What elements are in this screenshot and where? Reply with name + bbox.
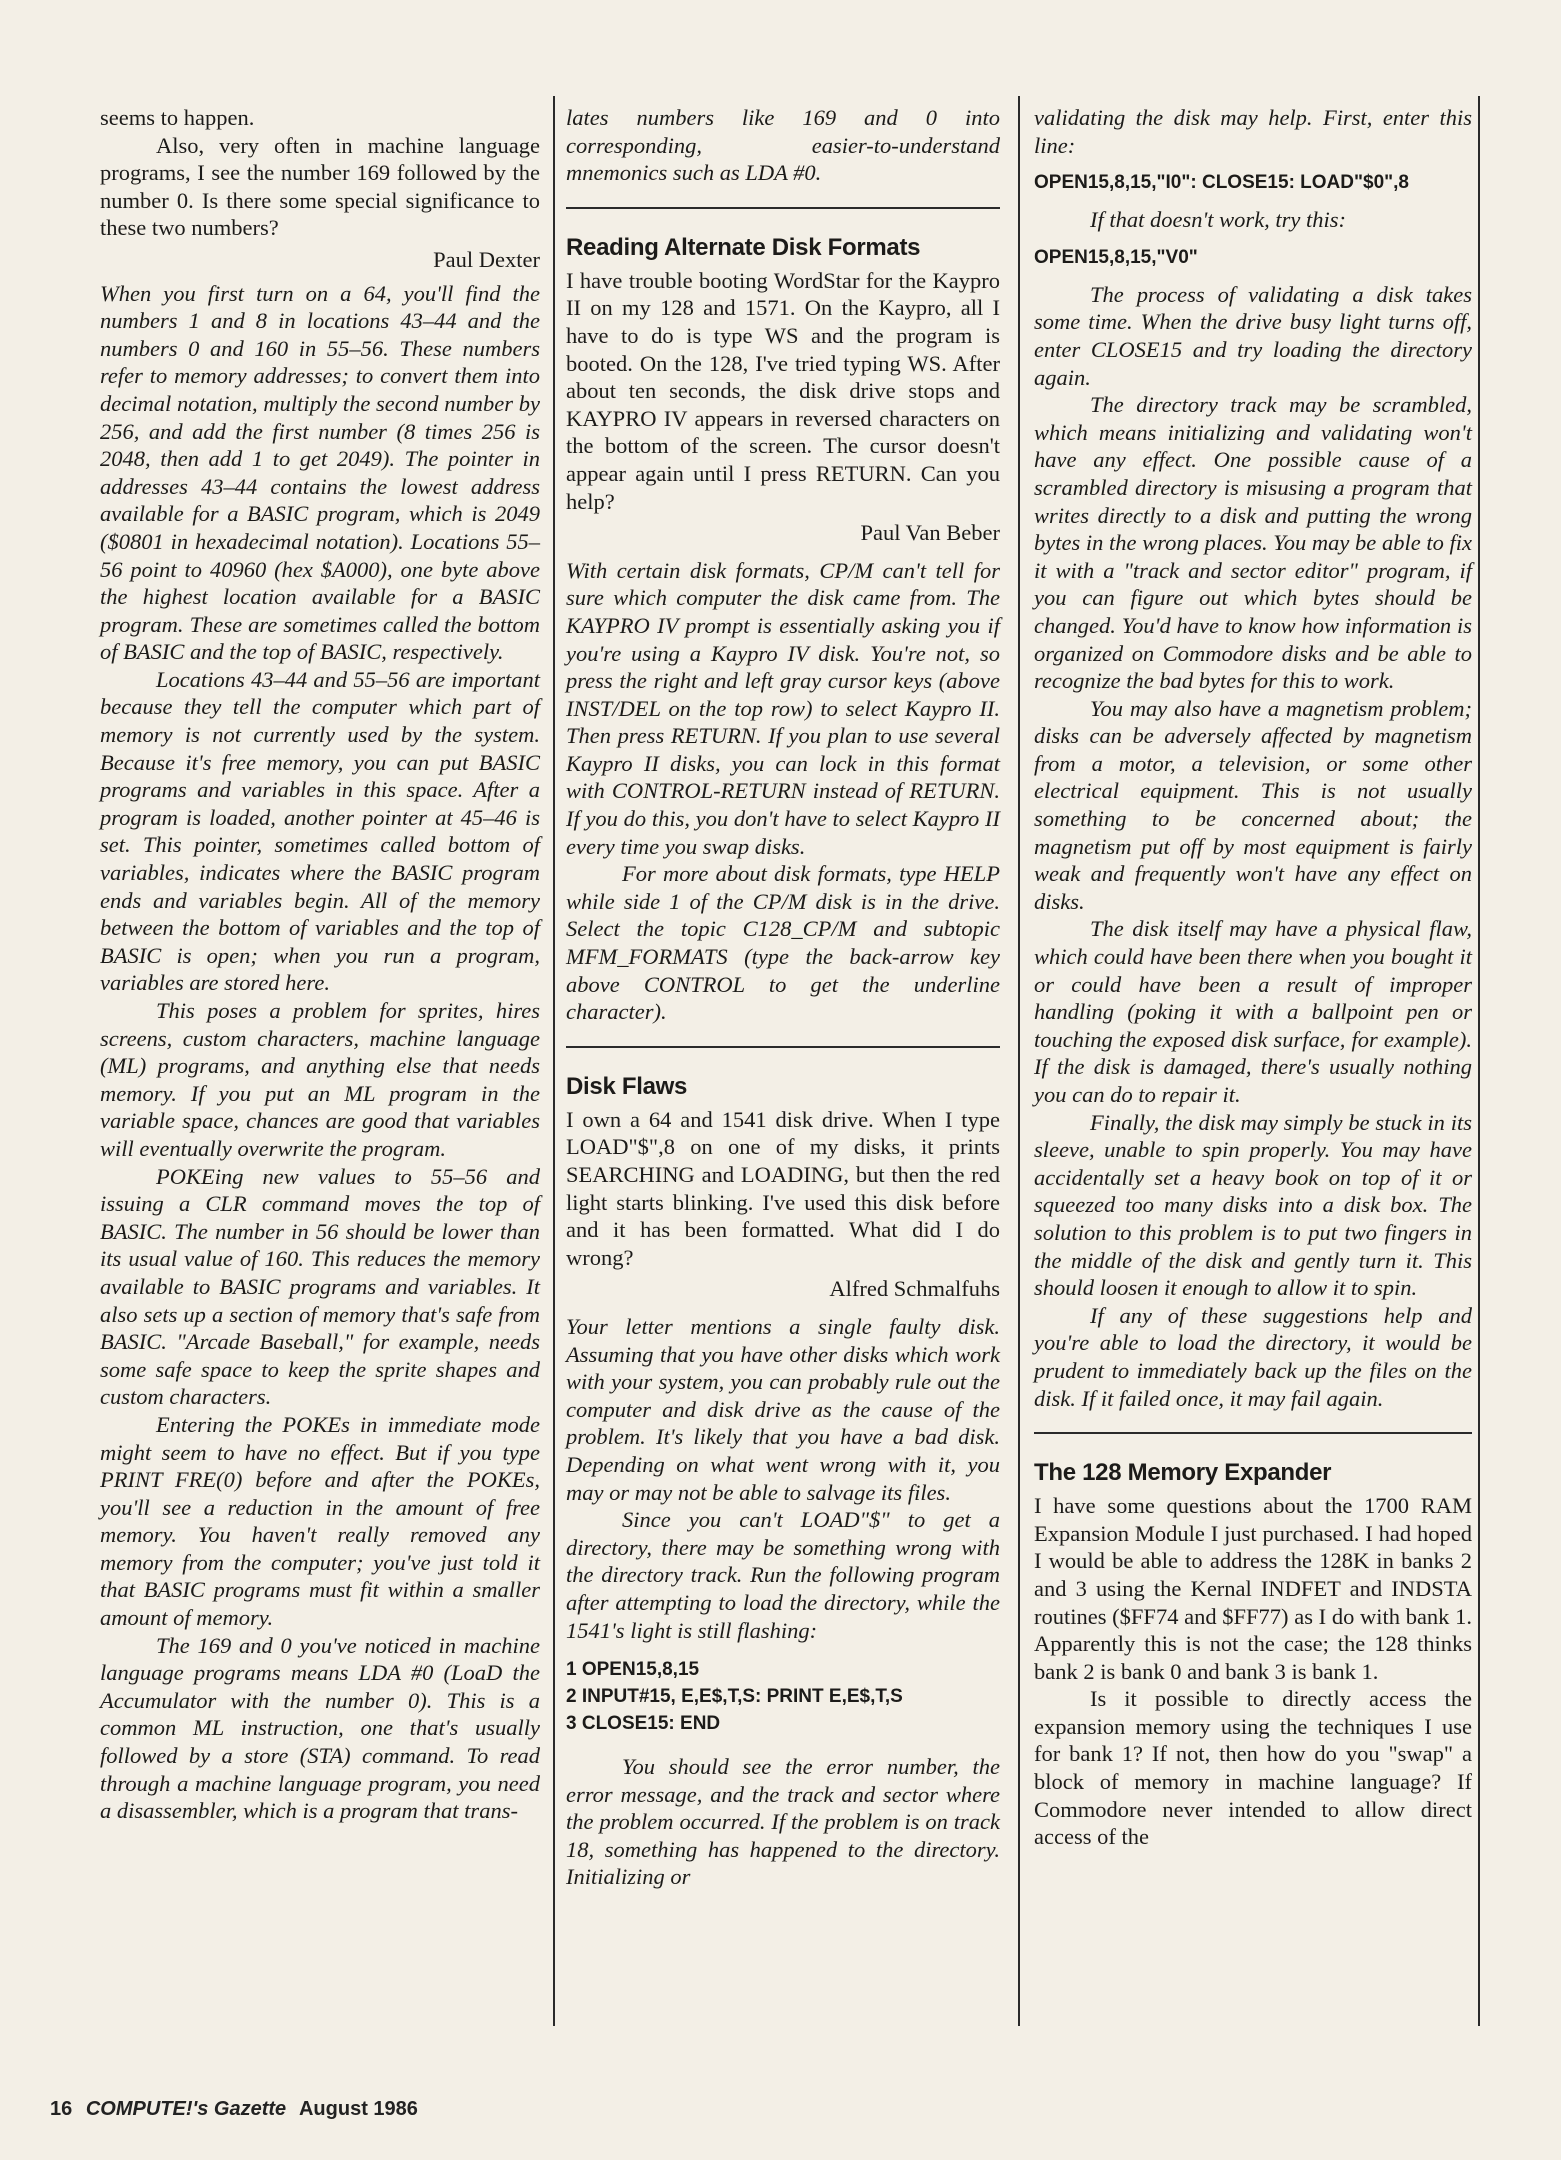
answer-text: Entering the POKEs in immediate mode might seem to have no effect. But if you type PRINT FRE(0) before and after the POKEs, you'll see a reduction in the amount of free memory. You haven't really removed any memory from the computer; you've just told it that BASIC programs must fit within a smaller amount of memory. xyxy=(100,1411,540,1631)
answer-text: validating the disk may help. First, enter this line: xyxy=(1034,105,1472,158)
letter-signature: Paul Van Beber xyxy=(860,520,1000,546)
column-rule-3 xyxy=(1478,96,1480,2026)
page-footer xyxy=(50,2098,426,2121)
answer-text: lates numbers like 169 and 0 into corresponding, easier-to-understand mnemonics such as LDA #0. xyxy=(566,105,1000,186)
answer-text: This poses a problem for sprites, hires screens, custom characters, machine language (ML) programs, and anything else that needs memory. If you put an ML program in the variable space, chances are good that variables will eventually overwrite the program. xyxy=(100,998,540,1161)
answer-text: Locations 43–44 and 55–56 are important because they tell the computer which part of memory is not currently used by the system. Because it's free memory, you can put BASIC programs and variables in this space. After a program is loaded, another pointer at 45–46 is set. This pointer, sometimes called bottom of variables, indicates where the BASIC program ends and variables begin. All of the memory between the bottom of variables and the top of BASIC is open; when you run a program, variables are stored here. xyxy=(100,666,540,996)
page-number: 16 xyxy=(50,2098,73,2120)
section-divider xyxy=(1034,1432,1472,1434)
code-line: 3 CLOSE15: END xyxy=(566,1713,721,1735)
code-line: OPEN15,8,15,"I0": CLOSE15: LOAD"$0",8 xyxy=(1034,172,1409,194)
answer-text: Your letter mentions a single faulty disk. Assuming that you have other disks which work with your system, you can probably rule out the computer and disk drive as the cause of the problem. It's likely that you have a bad disk. Depending on what went wrong with it, you may or may not be able to salvage its files. xyxy=(566,1313,1000,1505)
answer-text: The directory track may be scrambled, which means initializing and validating won't have any effect. One possible cause of a scrambled directory is misusing a program that writes directly to a disk and putting the wrong bytes in the wrong places. You may be able to fix it with a "track and sector editor" program, if you can figure out which bytes should be changed. You'd have to know how information is organized on Commodore disks and be able to recognize the bad bytes for this to work. xyxy=(1034,392,1472,694)
column-1 xyxy=(100,104,540,1825)
question-text: Is it possible to directly access the expansion memory using the techniques I use for bank 1? If not, then how do you "swap" a block of memory in machine language? If Commodore never intended to allow direct access of the xyxy=(1034,1686,1472,1850)
question-text: Also, very often in machine language programs, I see the number 169 followed by the number 0. Is there some special significance to these two numbers? xyxy=(100,132,540,241)
answer-text: If any of these suggestions help and you're able to load the directory, it would be prudent to immediately back up the files on the disk. If it failed once, it may fail again. xyxy=(1034,1302,1472,1411)
column-rule-1 xyxy=(553,96,555,2026)
answer-text: The 169 and 0 you've noticed in machine language programs means LDA #0 (LoaD the Accumulator with the number 0). This is a common ML instruction, one that's usually followed by a store (STA) command. To read through a machine language program, you need a disassembler, which is a program that trans- xyxy=(100,1632,540,1824)
column-3 xyxy=(1034,104,1472,1851)
question-text: seems to happen. xyxy=(100,105,255,130)
code-line: 2 INPUT#15, E,E$,T,S: PRINT E,E$,T,S xyxy=(566,1686,903,1708)
answer-text: Since you can't LOAD"$" to get a directory, there may be something wrong with the directory track. Run the following program after attempting to load the directory, while the 1541's light is still flashing: xyxy=(566,1507,1000,1643)
answer-text: For more about disk formats, type HELP while side 1 of the CP/M disk is in the drive. Select the topic C128_CP/M and subtopic MFM_FORMATS (type the back-arrow key above CONTROL to get the underline character). xyxy=(566,861,1000,1025)
section-heading: The 128 Memory Expander xyxy=(1034,1459,1332,1487)
answer-text: If that doesn't work, try this: xyxy=(1090,207,1347,233)
issue-date: August 1986 xyxy=(298,2098,418,2120)
column-rule-2 xyxy=(1018,96,1020,2026)
question-text: I have some questions about the 1700 RAM Expansion Module I just purchased. I had hoped I would be able to address the 128K in banks 2 and 3 using the Kernal INDFET and INDSTA routines ($FF74 and $FF77) as I do with bank 1. Apparently this is not the case; the 128 thinks bank 2 is bank 0 and bank 3 is bank 1. xyxy=(1034,1493,1472,1684)
answer-text: You may also have a magnetism problem; disks can be adversely affected by magnetism from a motor, a television, or some other electrical equipment. This is not usually something to be concerned about; the magnetism put off by most equipment is fairly weak and frequently won't have any effect on disks. xyxy=(1034,695,1472,914)
code-line: 1 OPEN15,8,15 xyxy=(566,1659,700,1681)
answer-text: When you first turn on a 64, you'll find the numbers 1 and 8 in locations 43–44 and the numbers 0 and 160 in 55–56. These numbers refer to memory addresses; to convert them into decimal notation, multiply the second number by 256, and add the first number (8 times 256 is 2048, then add 1 to get 2049). The pointer in addresses 43–44 contains the lowest address available for a BASIC program, which is 2049 ($0801 in hexadecimal notation). Locations 55–56 point to 40960 (hex $A000), one byte above the highest location available for a BASIC program. These are sometimes called the bottom of BASIC and the top of BASIC, respectively. xyxy=(100,280,540,665)
section-divider xyxy=(566,1046,1000,1048)
answer-text: POKEing new values to 55–56 and issuing a CLR command moves the top of BASIC. The number in 56 should be lower than its usual value of 160. This reduces the memory available to BASIC programs and variables. It also sets up a section of memory that's safe from BASIC. "Arcade Baseball," for example, needs some safe space to keep the sprite shapes and custom characters. xyxy=(100,1163,540,1410)
publication-name: COMPUTE!'s Gazette xyxy=(85,2098,287,2120)
letter-signature: Alfred Schmalfuhs xyxy=(829,1276,1000,1302)
question-text: I have trouble booting WordStar for the Kaypro II on my 128 and 1571. On the Kaypro, all I have to do is type WS and the program is booted. On the 128, I've tried typing WS. After about ten seconds, the disk drive stops and KAYPRO IV appears in reversed characters on the bottom of the screen. The cursor doesn't appear again until I press RETURN. Can you help? xyxy=(566,267,1000,514)
code-line: OPEN15,8,15,"V0" xyxy=(1034,246,1198,268)
answer-text: The process of validating a disk takes some time. When the drive busy light turns off, enter CLOSE15 and try loading the directory again. xyxy=(1034,281,1472,390)
section-divider xyxy=(566,207,1000,209)
letter-signature: Paul Dexter xyxy=(433,246,540,272)
section-heading: Disk Flaws xyxy=(566,1072,688,1100)
code-listing xyxy=(566,1656,1000,1737)
question-text: I own a 64 and 1541 disk drive. When I type LOAD"$",8 on one of my disks, it prints SEARCHING and LOADING, but then the red light starts blinking. I've used this disk before and it has been formatted. What did I do wrong? xyxy=(566,1106,1000,1270)
answer-text: With certain disk formats, CP/M can't tell for sure which computer the disk came from. The KAYPRO IV prompt is essentially asking you if you're using a Kaypro IV disk. You're not, so press the right and left gray cursor keys (above INST/DEL on the top row) to select Kaypro II. Then press RETURN. If you plan to use several Kaypro II disks, you can lock in this format with CONTROL-RETURN instead of RETURN. If you do this, you don't have to select Kaypro II every time you swap disks. xyxy=(566,557,1000,859)
answer-text: The disk itself may have a physical flaw, which could have been there when you bought it or could have been a result of improper handling (poking it with a ballpoint pen or touching the exposed disk surface, for example). If the disk is damaged, there's usually nothing you can do to repair it. xyxy=(1034,916,1472,1107)
section-heading: Reading Alternate Disk Formats xyxy=(566,233,921,261)
answer-text: You should see the error number, the error message, and the track and sector where the problem occurred. If the problem is on track 18, something has happened to the directory. Initializing or xyxy=(566,1754,1000,1890)
answer-text: Finally, the disk may simply be stuck in its sleeve, unable to spin properly. You may have accidentally set a heavy book on top of it or squeezed too many disks into a disk box. The solution to this problem is to put two fingers in the middle of the disk and gently turn it. This should loosen it enough to allow it to spin. xyxy=(1034,1109,1472,1301)
column-2 xyxy=(566,104,1000,1891)
